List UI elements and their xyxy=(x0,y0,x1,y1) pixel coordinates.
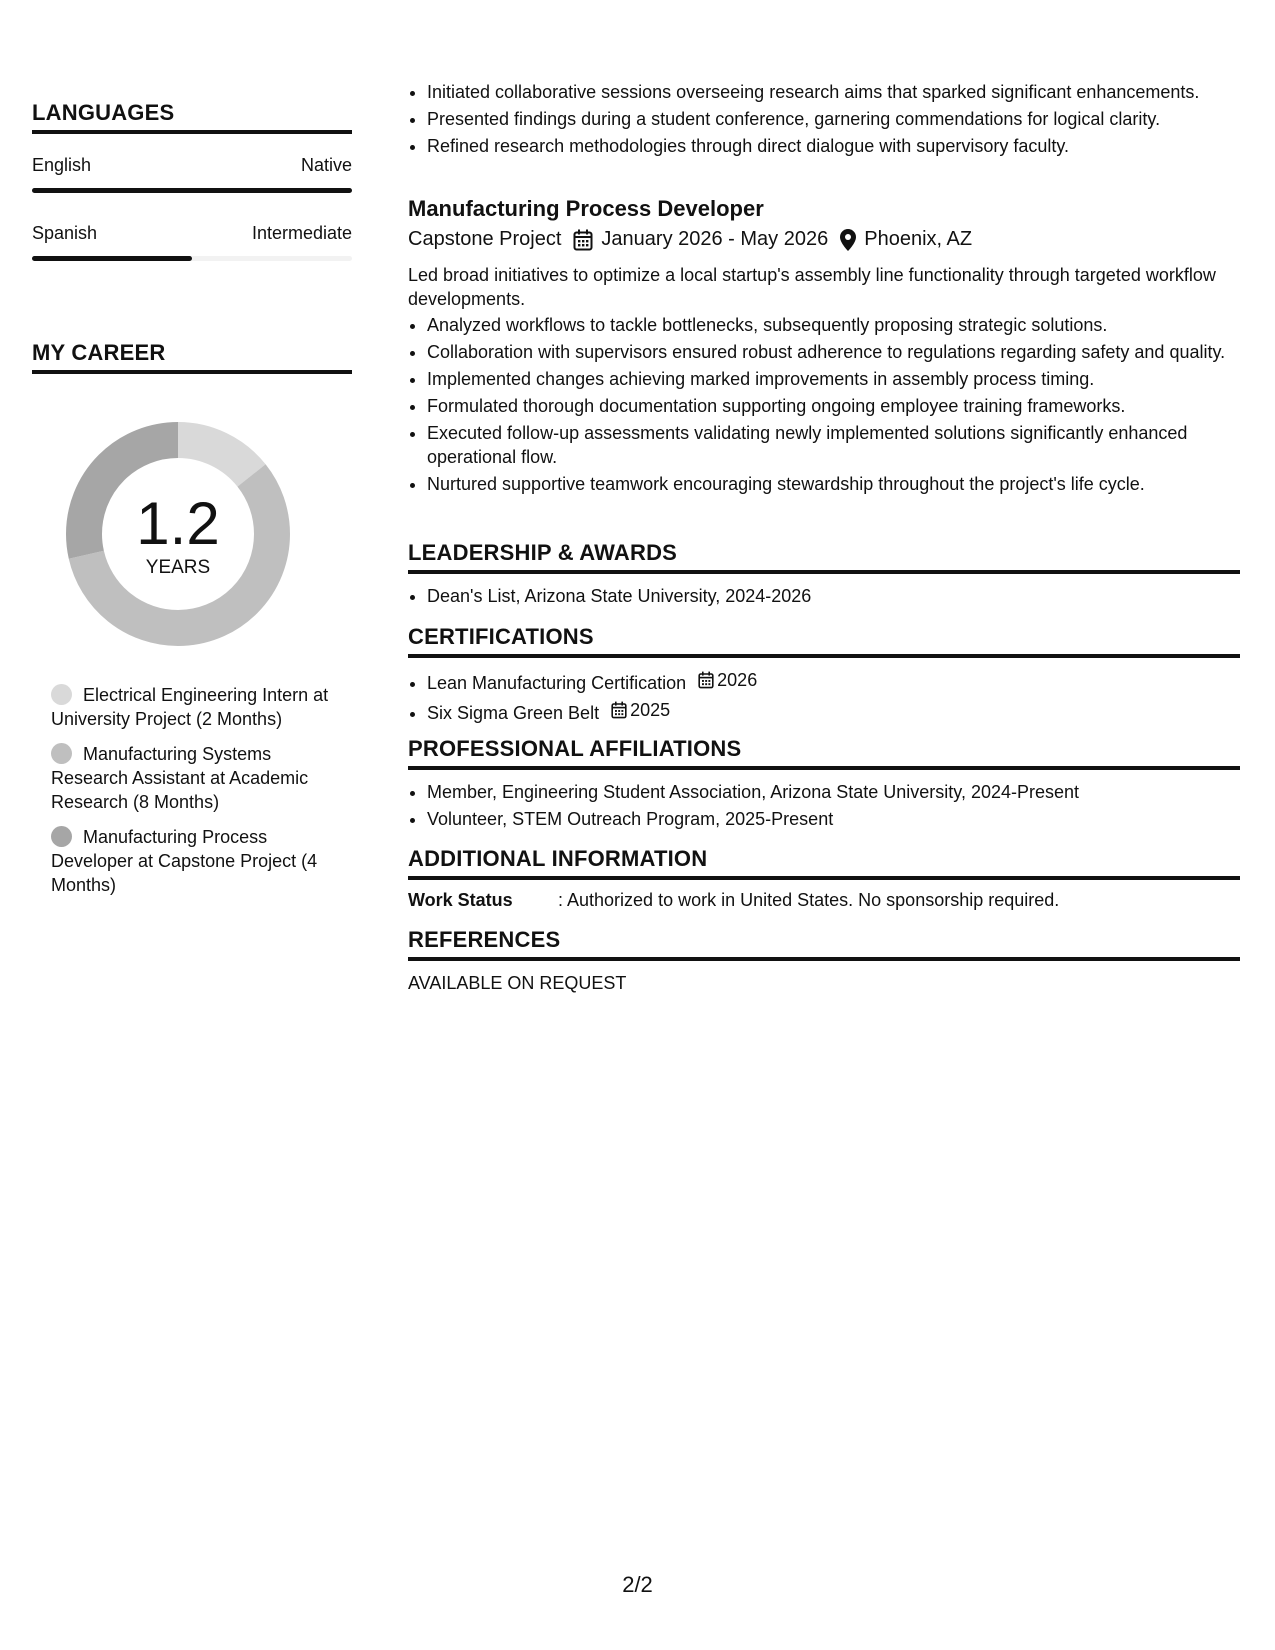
career-total-years: 1.2 xyxy=(136,490,220,557)
career-total-unit: YEARS xyxy=(145,557,211,578)
calendar-icon xyxy=(698,671,714,689)
job-summary: Led broad initiatives to optimize a local startup's assembly line functionality through targeted workflow developments. xyxy=(408,265,1216,309)
language-level: Intermediate xyxy=(251,223,352,243)
language-bar-fill xyxy=(32,188,352,193)
career-legend-label: Manufacturing Process Developer at Capstone Project (4 Months) xyxy=(51,827,318,895)
job-company: Capstone Project xyxy=(408,228,562,250)
cert-year: 2026 xyxy=(717,670,758,690)
list-item: • Initiated collaborative sessions overseeing research aims that sparked significant enhancements. xyxy=(427,80,1240,104)
language-name: English xyxy=(32,155,92,175)
list-item: • Analyzed workflows to tackle bottlenecks, subsequently proposing strategic solutions. xyxy=(427,313,1240,337)
list-item: • Volunteer, STEM Outreach Program, 2025-Present xyxy=(427,807,1240,831)
legend-dot xyxy=(51,743,72,764)
career-legend-label: Manufacturing Systems Research Assistant at Academic Research (8 Months) xyxy=(51,744,309,812)
list-item: • Implemented changes achieving marked improvements in assembly process timing. xyxy=(427,367,1240,391)
career-title: MY CAREER xyxy=(32,340,352,374)
language-item xyxy=(32,223,352,261)
career-legend-item xyxy=(51,683,341,731)
list-item xyxy=(427,698,1240,725)
job-dates: January 2026 - May 2026 xyxy=(601,228,829,250)
languages-title: LANGUAGES xyxy=(32,100,352,134)
language-level: Native xyxy=(300,155,352,175)
affiliations-title: PROFESSIONAL AFFILIATIONS xyxy=(408,736,1240,770)
career-donut-center xyxy=(66,422,290,646)
calendar-icon xyxy=(611,701,627,719)
legend-dot xyxy=(51,684,72,705)
additional-info-section xyxy=(408,846,1240,912)
job-entry xyxy=(408,196,1240,499)
certifications-title: CERTIFICATIONS xyxy=(408,624,1240,658)
references-section xyxy=(408,927,1240,995)
legend-dot xyxy=(51,826,72,847)
cert-year: 2025 xyxy=(630,700,671,720)
language-item xyxy=(32,155,352,193)
language-bar xyxy=(32,256,352,261)
list-item: • Collaboration with supervisors ensured robust adherence to regulations regarding safety and quality. xyxy=(427,340,1240,364)
page-number: 2/2 xyxy=(622,1572,653,1597)
job-location: Phoenix, AZ xyxy=(864,228,973,250)
language-name: Spanish xyxy=(32,223,98,243)
job-meta xyxy=(408,228,1240,251)
career-legend-item xyxy=(51,825,341,897)
list-item: • Refined research methodologies through direct dialogue with supervisory faculty. xyxy=(427,134,1240,158)
affiliations-section xyxy=(408,736,1240,834)
certifications-section xyxy=(408,624,1240,728)
work-status-row xyxy=(408,888,1240,912)
references-title: REFERENCES xyxy=(408,927,1240,961)
cert-name: Six Sigma Green Belt xyxy=(427,703,600,723)
list-item: • Member, Engineering Student Association, Arizona State University, 2024-Present xyxy=(427,780,1240,804)
languages-section xyxy=(32,100,352,261)
career-section-header xyxy=(32,340,352,374)
career-legend-label: Electrical Engineering Intern at University Project (2 Months) xyxy=(51,685,329,729)
list-item xyxy=(427,668,1240,695)
references-text: AVAILABLE ON REQUEST xyxy=(408,973,627,993)
job-title: Manufacturing Process Developer xyxy=(408,196,764,221)
language-bar-fill xyxy=(32,256,192,261)
work-status-value: : Authorized to work in United States. No sponsorship required. xyxy=(558,890,1060,910)
list-item: • Formulated thorough documentation supporting ongoing employee training frameworks. xyxy=(427,394,1240,418)
previous-job-bullets xyxy=(408,80,1240,161)
list-item: • Dean's List, Arizona State University, 2024-2026 xyxy=(427,584,1240,608)
career-legend-item xyxy=(51,742,341,814)
career-legend xyxy=(51,683,341,908)
career-donut-chart xyxy=(66,422,290,646)
leadership-section xyxy=(408,540,1240,611)
calendar-icon xyxy=(573,229,593,251)
leadership-title: LEADERSHIP & AWARDS xyxy=(408,540,1240,574)
list-item: • Executed follow-up assessments validating newly implemented solutions significantly enhanced operational flow. xyxy=(427,421,1240,469)
list-item: • Presented findings during a student conference, garnering commendations for logical clarity. xyxy=(427,107,1240,131)
list-item: • Nurtured supportive teamwork encouraging stewardship throughout the project's life cycle. xyxy=(427,472,1240,496)
work-status-label: Work Status xyxy=(408,890,513,910)
location-pin-icon xyxy=(840,229,856,251)
additional-info-title: ADDITIONAL INFORMATION xyxy=(408,846,1240,880)
language-bar xyxy=(32,188,352,193)
cert-name: Lean Manufacturing Certification xyxy=(427,673,687,693)
